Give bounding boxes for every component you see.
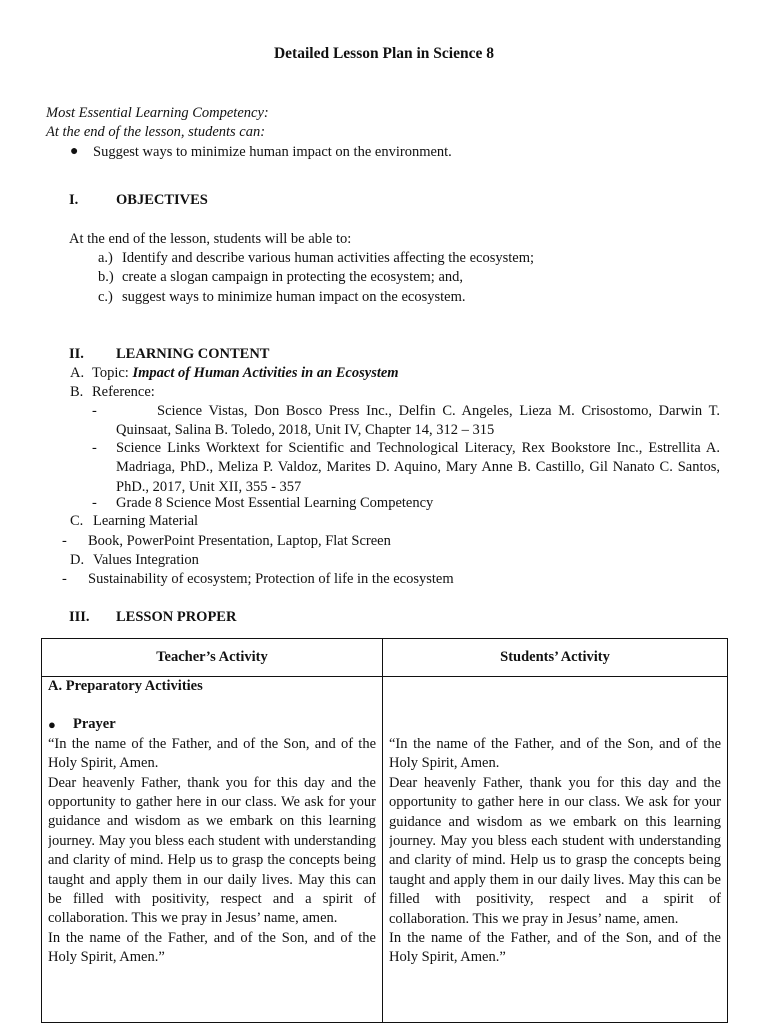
prep-heading: A. Preparatory Activities	[48, 678, 203, 694]
values-value: Sustainability of ecosystem; Protection of life in the ecosystem	[88, 571, 454, 587]
values-marker: D.	[70, 552, 85, 568]
values-label: Values Integration	[93, 552, 199, 568]
material-marker: C.	[70, 513, 84, 529]
melc-heading: Most Essential Learning Competency:	[46, 105, 269, 121]
content-number: II.	[69, 346, 84, 362]
material-value: Book, PowerPoint Presentation, Laptop, Flat Screen	[88, 533, 391, 549]
bullet-icon: ●	[48, 717, 56, 733]
content-heading: LEARNING CONTENT	[116, 346, 270, 362]
bullet-icon: ●	[70, 144, 79, 159]
students-column-header: Students’ Activity	[383, 639, 728, 677]
objective-item: create a slogan campaign in protecting the ecosystem; and,	[122, 269, 464, 285]
reference-item: Science Links Worktext for Scientific and Technological Literacy, Rex Bookstore Inc., Estrellita A. Madriaga, PhD., Meliza P. Valdoz, Marites D. Aquino, Mary Anne B. Castillo, Gil Nanato C. Santos, PhD., 2017, Unit XII, 355 - 357	[116, 440, 720, 495]
objective-item: Identify and describe various human activities affecting the ecosystem;	[122, 250, 535, 266]
dash-icon: -	[92, 403, 97, 419]
table-row	[42, 677, 728, 1023]
students-cell-content	[389, 677, 721, 1022]
reference-label: Reference:	[92, 384, 155, 400]
objectives-heading: OBJECTIVES	[116, 192, 208, 208]
table-header-row	[42, 639, 728, 677]
reference-marker: B.	[70, 384, 84, 400]
objective-item: suggest ways to minimize human impact on the ecosystem.	[122, 289, 466, 305]
teacher-column-header: Teacher’s Activity	[42, 639, 383, 677]
reference-item: Science Vistas, Don Bosco Press Inc., Delfin C. Angeles, Lieza M. Crisostomo, Darwin T. Quinsaat, Salina B. Toledo, 2018, Unit IV, Chapter 14, 312 – 315	[116, 403, 720, 439]
dash-icon: -	[92, 495, 97, 511]
objective-marker: a.)	[98, 250, 113, 266]
reference-item: Grade 8 Science Most Essential Learning Competency	[116, 495, 434, 511]
lesson-heading: LESSON PROPER	[116, 609, 237, 625]
melc-intro: At the end of the lesson, students can:	[46, 124, 266, 140]
topic-value: Impact of Human Activities in an Ecosystem	[132, 365, 399, 381]
prayer-item	[48, 715, 376, 734]
dash-icon: -	[92, 440, 97, 456]
topic-line	[92, 364, 399, 383]
students-cell	[383, 677, 728, 1023]
page-title: Detailed Lesson Plan in Science 8	[273, 45, 494, 62]
dash-icon: -	[62, 533, 67, 549]
prayer-label: Prayer	[73, 716, 116, 733]
dash-icon: -	[62, 571, 67, 587]
melc-bullet: Suggest ways to minimize human impact on the environment.	[93, 144, 452, 160]
lesson-number: III.	[69, 609, 90, 625]
teacher-cell-content	[48, 677, 376, 1022]
topic-marker: A.	[70, 365, 85, 381]
objectives-number: I.	[69, 192, 79, 208]
lesson-table	[41, 638, 728, 1023]
topic-label: Topic:	[92, 365, 129, 381]
teacher-prayer-text: “In the name of the Father, and of the Son, and of the Holy Spirit, Amen. Dear heavenly Father, thank you for this day and the opportunity to gather here in our class. We ask for your guidance and wisdom as we embark on this learning journey. May you bless each student with understanding and clarity of mind. Help us to grasp the concepts being taught and apply them in our daily lives. May this can be filled with positivity, respect and a spirit of collaboration. This we pray in Jesus’ name, amen. In the name of the Father, and of the Son, and of the Holy Spirit, Amen.”	[48, 735, 376, 966]
objective-marker: b.)	[98, 269, 114, 285]
objectives-intro: At the end of the lesson, students will be able to:	[69, 231, 352, 247]
student-prayer-text: “In the name of the Father, and of the Son, and of the Holy Spirit, Amen. Dear heavenly Father, thank you for this day and the opportunity to gather here in our class. We ask for your guidance and wisdom as we embark on this learning journey. May you bless each student with understanding and clarity of mind. Help us to grasp the concepts being taught and apply them in our daily lives. May this can be filled with positivity, respect and a spirit of collaboration. This we pray in Jesus’ name, amen. In the name of the Father, and of the Son, and of the Holy Spirit, Amen.”	[389, 736, 721, 966]
material-label: Learning Material	[93, 513, 199, 529]
objective-marker: c.)	[98, 289, 113, 305]
teacher-cell	[42, 677, 383, 1023]
